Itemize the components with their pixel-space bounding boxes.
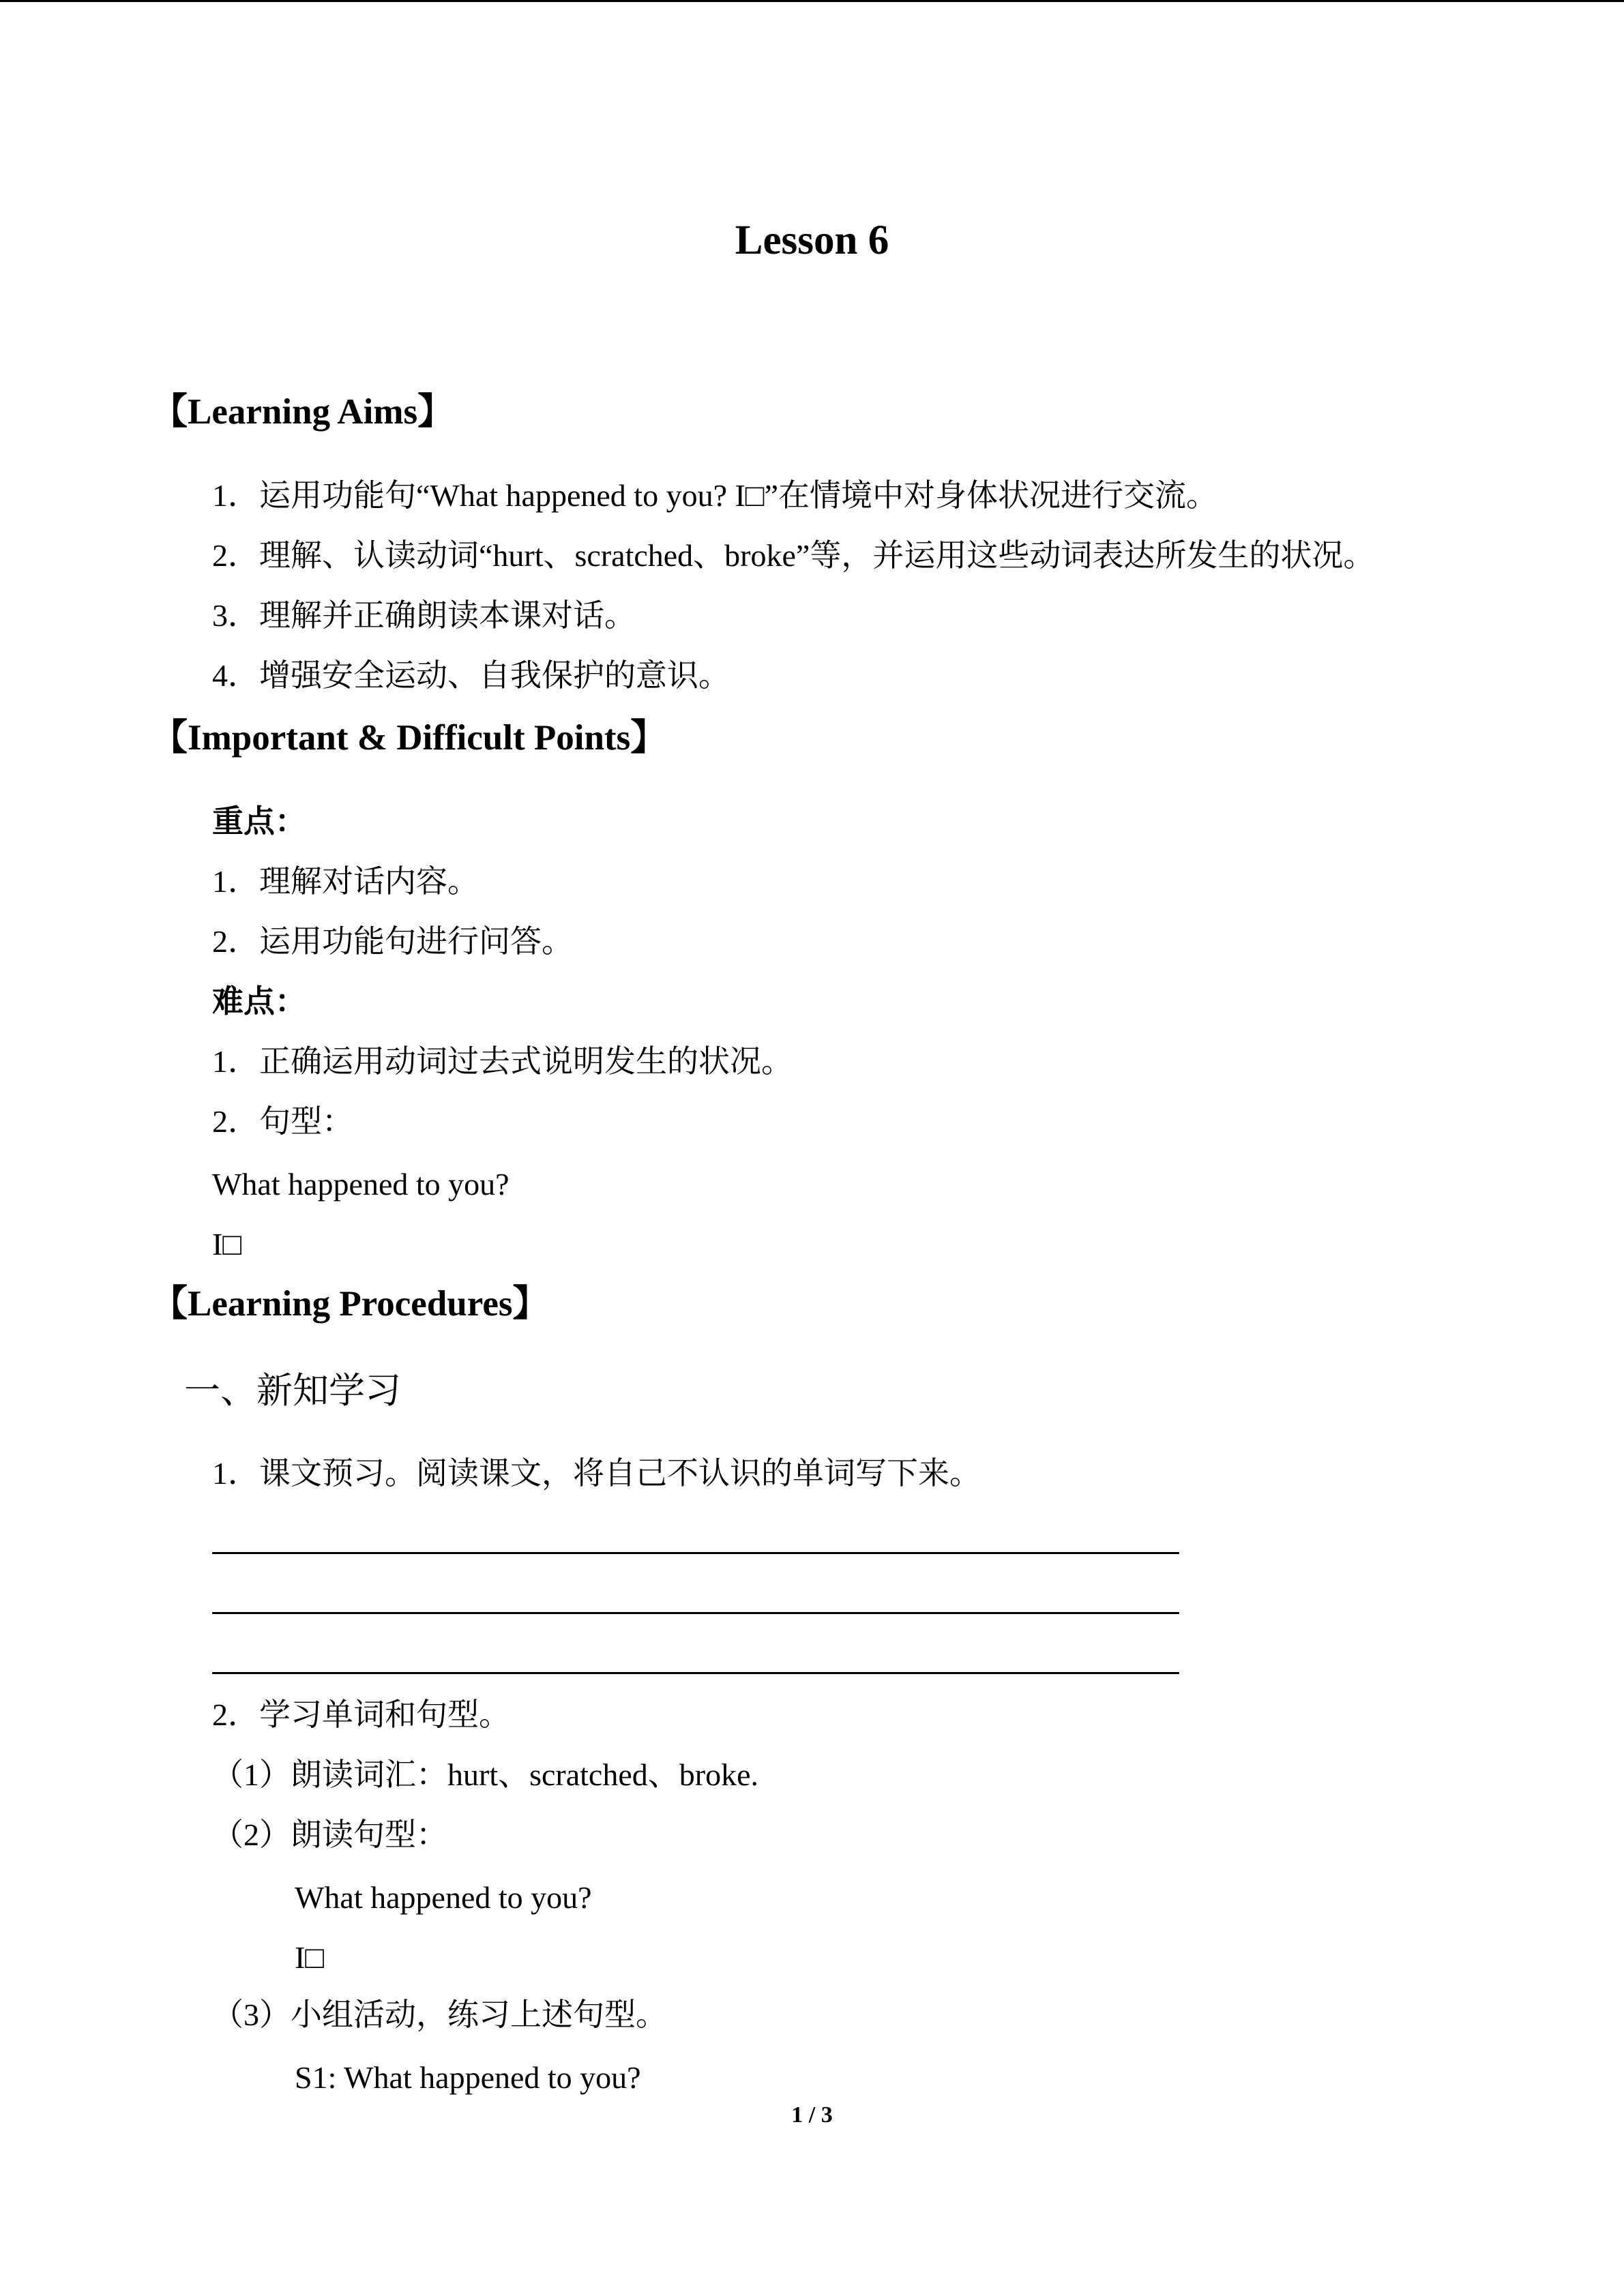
page-top-border bbox=[0, 0, 1624, 2]
learning-aim-item: 2．理解、认读动词“hurt、scratched、broke”等，并运用这些动词表达所发生的状况。 bbox=[212, 538, 1375, 573]
difficult-point-item: 1．正确运用动词过去式说明发生的状况。 bbox=[212, 1044, 793, 1079]
key-points-label: 重点： bbox=[212, 804, 306, 839]
writing-line bbox=[212, 1612, 1179, 1614]
difficult-points-label: 难点： bbox=[212, 984, 306, 1019]
substep-group-activity: （3）小组活动，练习上述句型。 bbox=[212, 1997, 667, 2032]
substep-read-patterns: （2）朗读句型： bbox=[212, 1817, 447, 1852]
substep-read-words: （1）朗读词汇：hurt、scratched、broke. bbox=[212, 1757, 759, 1792]
learning-aim-item: 1．运用功能句“What happened to you? I□”在情境中对身体状况进行交流。 bbox=[212, 478, 1217, 513]
page-number: 1 / 3 bbox=[791, 2102, 833, 2128]
learning-aims-heading: 【Learning Aims】 bbox=[151, 392, 454, 432]
step-words-patterns: 2．学习单词和句型。 bbox=[212, 1697, 510, 1732]
key-point-item: 2．运用功能句进行问答。 bbox=[212, 924, 573, 959]
pattern-question: What happened to you? bbox=[212, 1167, 510, 1202]
section-new-knowledge: 一、新知学习 bbox=[184, 1371, 401, 1411]
writing-line bbox=[212, 1672, 1179, 1674]
important-points-heading: 【Important & Difficult Points】 bbox=[151, 718, 667, 758]
key-point-item: 1．理解对话内容。 bbox=[212, 864, 479, 899]
pattern-question: What happened to you? bbox=[295, 1880, 592, 1915]
page-title: Lesson 6 bbox=[735, 218, 889, 263]
difficult-point-item: 2．句型： bbox=[212, 1104, 353, 1139]
pattern-answer: I□ bbox=[212, 1227, 242, 1262]
step-preview: 1．课文预习。阅读课文，将自己不认识的单词写下来。 bbox=[212, 1456, 981, 1491]
learning-aim-item: 4．增强安全运动、自我保护的意识。 bbox=[212, 658, 730, 693]
dialog-line: S1: What happened to you? bbox=[295, 2060, 641, 2095]
learning-aim-item: 3．理解并正确朗读本课对话。 bbox=[212, 598, 636, 633]
pattern-answer: I□ bbox=[295, 1940, 325, 1975]
learning-procedures-heading: 【Learning Procedures】 bbox=[151, 1284, 549, 1324]
writing-line bbox=[212, 1552, 1179, 1554]
